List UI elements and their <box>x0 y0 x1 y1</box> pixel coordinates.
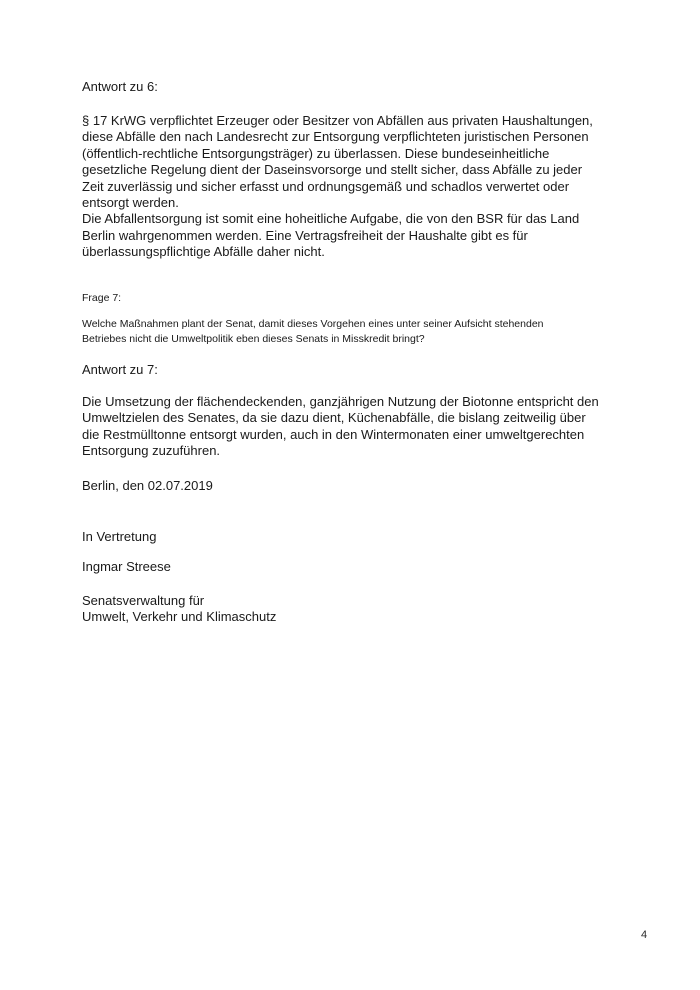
answer-7-paragraph <box>82 394 599 460</box>
text-line: die Restmülltonne entsorgt wurden, auch in den Wintermonaten einer umweltgerechten <box>82 426 585 442</box>
text-line: Zeit zuverlässig und sicher erfasst und ordnungsgemäß und schadlos verwertet oder <box>82 178 570 194</box>
text-line: Senatsverwaltung für <box>82 593 205 608</box>
text-line: Die Umsetzung der flächendeckenden, ganzjährigen Nutzung der Biotonne entspricht den <box>82 394 599 409</box>
text-line: überlassungspflichtige Abfälle daher nicht. <box>82 244 325 260</box>
question-7-heading: Frage 7: <box>82 292 122 304</box>
text-line: (öffentlich-rechtliche Entsorgungsträger) zu überlassen. Diese bundeseinheitliche <box>82 145 550 161</box>
text-line: Die Abfallentsorgung ist somit eine hoheitliche Aufgabe, die von den BSR für das Land <box>82 211 580 227</box>
text-line: § 17 KrWG verpflichtet Erzeuger oder Besitzer von Abfällen aus privaten Haushaltungen, <box>82 113 593 128</box>
text-line: entsorgt werden. <box>82 195 179 211</box>
text-line: Berlin wahrgenommen werden. Eine Vertragsfreiheit der Haushalte gibt es für <box>82 227 528 243</box>
signer-name: Ingmar Streese <box>82 559 171 574</box>
answer-7-heading: Antwort zu 7: <box>82 362 158 377</box>
text-line: diese Abfälle den nach Landesrecht zur Entsorgung verpflichteten juristischen Personen <box>82 129 589 145</box>
answer-6-paragraph <box>82 113 593 261</box>
text-line: Welche Maßnahmen plant der Senat, damit dieses Vorgehen eines unter seiner Aufsicht stehenden <box>82 318 544 330</box>
dateline: Berlin, den 02.07.2019 <box>82 478 213 493</box>
text-line: Umwelt, Verkehr und Klimaschutz <box>82 609 277 625</box>
text-line: Umweltzielen des Senates, da sie dazu dient, Küchenabfälle, die bislang zeitweilig über <box>82 410 586 426</box>
agency-block <box>82 593 276 626</box>
page-number: 4 <box>641 929 648 941</box>
text-line: Betriebes nicht die Umweltpolitik eben dieses Senats in Misskredit bringt? <box>82 333 425 345</box>
answer-6-heading: Antwort zu 6: <box>82 79 158 94</box>
text-line: Entsorgung zuzuführen. <box>82 443 221 459</box>
question-7-paragraph <box>82 317 544 347</box>
text-line: gesetzliche Regelung dient der Daseinsvorsorge und stellt sicher, dass Abfälle zu jeder <box>82 162 583 178</box>
signoff: In Vertretung <box>82 529 157 544</box>
